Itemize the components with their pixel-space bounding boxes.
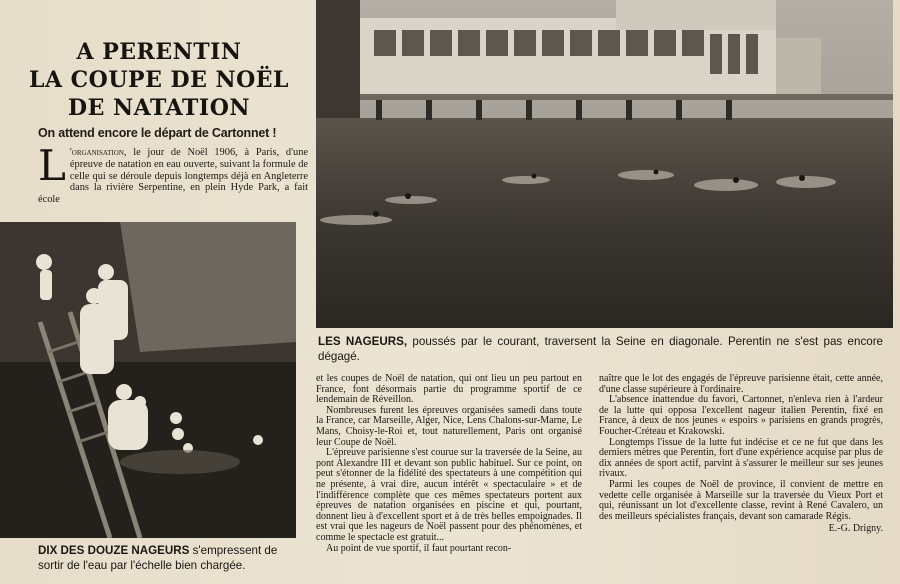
article-subheadline: On attend encore le départ de Cartonnet ! [38, 126, 277, 140]
intro-text: , le jour de Noël 1906, à Paris, d'une épreuve de natation en eau ouverte, suivant la formule de celle qui se déroule depuis longtemps déjà en Angleterre dans la rivière Serpentine, en plein Hyde Park, a fait école [38, 147, 308, 206]
photo-swimmers-ladder [0, 222, 296, 538]
col2-paragraph: Longtemps l'issue de la lutte fut indécise et ce ne fut que dans les derniers mètres que Perentin, fort d'une expérience acquise par plus de dix années de sport actif, parvint à s'assurer le meilleur sur ses jeunes rivaux. [599, 436, 883, 480]
caption-top-photo [318, 334, 883, 364]
headline-line-1: A PERENTIN [76, 39, 242, 65]
article-column-2 [599, 374, 883, 535]
headline-line-3: DE NATATION [68, 95, 250, 121]
article-headline [18, 38, 300, 122]
headline-line-2: LA COUPE DE NOËL [28, 67, 290, 93]
photo-swimmers-ladder-image [0, 222, 296, 538]
photo-swimmers-seine [316, 0, 893, 328]
caption-top-text: poussés par le courant, traversent la Seine en diagonale. Perentin ne s'est pas encore dégagé. [318, 335, 884, 363]
col1-paragraph: Nombreuses furent les épreuves organisées samedi dans toute la France, car Marseille, Alger, Nice, Lens Chalons-sur-Marne, Le Mans, Choisy-le-Roi et, tout naturellement, Paris ont organisé leur Coupe de Noël. [316, 404, 582, 448]
col2-paragraph: L'absence inattendue du favori, Cartonnet, n'enleva rien à l'ardeur de la lutte qui opposa l'excellent nageur italien Perentin, fixé en France, à deux de nos jeunes « espoirs » parisiens en grands progrès, Foucher-Créteau et Krakowski. [599, 394, 883, 437]
caption-left-lead: DIX DES DOUZE NAGEURS [38, 544, 190, 557]
col2-paragraph: Parmi les coupes de Noël de province, il convient de mettre en vedette celle organisée à Marseille sur la traversée du Vieux Port et qui, réunissant un lot d'excellente classe, revint à René Cavalero, un des meilleurs spécialistes français, devant son camarade Régis. [599, 478, 883, 522]
article-column-1 [316, 374, 582, 554]
intro-paragraph [38, 141, 308, 206]
drop-cap: L [38, 141, 66, 190]
caption-left-photo [38, 543, 300, 573]
col1-paragraph: L'épreuve parisienne s'est courue sur la traversée de la Seine, au pont Alexandre III et devant son public habituel. Sur ce point, on peut s'étonner de la fidélité des spectateurs à une compétition qui ne présente, à vrai dire, aucun intérêt « spectaculaire » et de l'indifférence complète que ces mêmes spectateurs portent aux épreuves de natation organisées en piscine et qui, pourtant, donnent lieu à d'excellent sport et à de très belles empoignades. Il est vrai que les nageurs de Noël passent pour des phénomènes, et comme le spectacle est gratuit... [316, 447, 582, 543]
photo-swimmers-seine-image [316, 0, 893, 328]
col2-paragraph: naître que le lot des engagés de l'épreuve parisienne était, cette année, d'une classe supérieure à l'ordinaire. [599, 373, 883, 395]
caption-top-lead: LES NAGEURS, [318, 335, 408, 348]
caption-left-text: s'empressent de sortir de l'eau par l'échelle bien chargée. [38, 544, 278, 572]
col1-paragraph: Au point de vue sportif, il faut pourtant recon- [326, 542, 512, 554]
col1-paragraph: et les coupes de Noël de natation, qui ont lieu un peu partout en France, font désormais partie du programme sportif de ce lendemain de Réveillon. [316, 373, 582, 406]
intro-lead: 'organisation [69, 147, 124, 158]
author-signature: E.-G. Drigny. [828, 523, 883, 535]
